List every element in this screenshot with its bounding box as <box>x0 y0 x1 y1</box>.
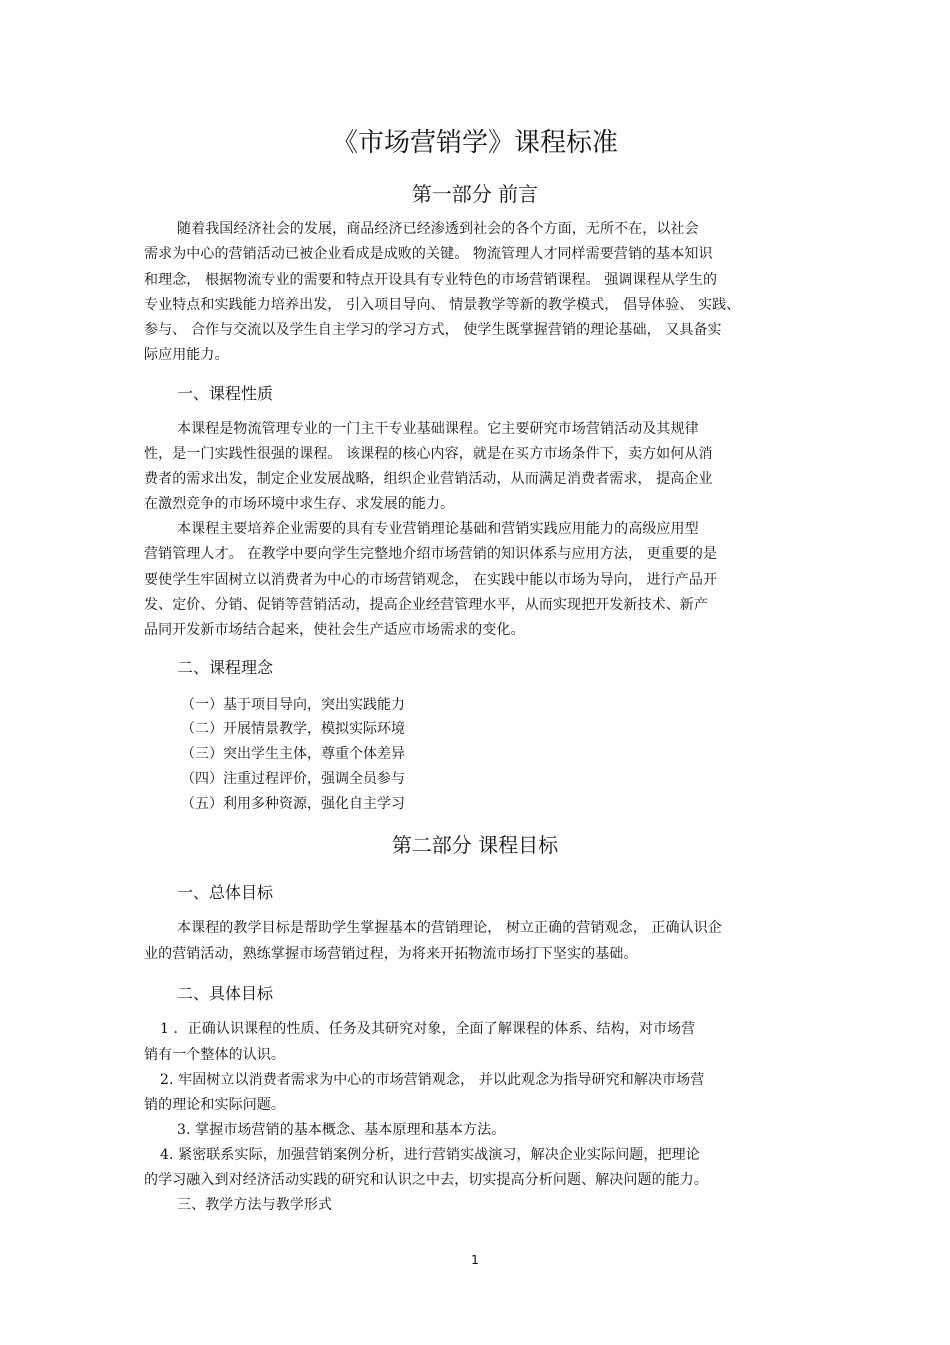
specific-line: 1 ．正确认识课程的性质、任务及其研究对象，全面了解课程的体系、结构，对市场营 <box>160 1021 696 1037</box>
concept-item: （一）基于项目导向，突出实践能力 <box>181 697 405 713</box>
page-number: 1 <box>471 1253 479 1267</box>
nature-line: 要使学生牢固树立以消费者为中心的市场营销观念， 在实践中能以市场为导向， 进行产品开 <box>144 572 718 588</box>
specific-line: 销的理论和实际问题。 <box>144 1097 285 1113</box>
nature-line: 发、定价、分销、促销等营销活动，提高企业经营管理水平，从而实现把开发新技术、新产 <box>144 597 708 613</box>
nature-line: 本课程是物流管理专业的一门主干专业基础课程。它主要研究市场营销活动及其规律 <box>177 421 699 437</box>
document-title: 《市场营销学》课程标准 <box>331 128 618 158</box>
part2-heading: 第二部分 课程目标 <box>391 833 559 857</box>
specific-line: 2. 牢固树立以消费者需求为中心的市场营销观念， 并以此观念为指导研究和解决市场营 <box>160 1072 705 1088</box>
preface-line: 和理念， 根据物流专业的需要和特点开设具有专业特色的市场营销课程。 强调课程从学生的 <box>144 272 718 288</box>
preface-line: 专业特点和实践能力培养出发， 引入项目导向、 情景教学等新的教学模式， 倡导体验、 实践、 <box>144 297 741 313</box>
section-heading-concept: 二、课程理念 <box>177 658 274 677</box>
preface-line: 随着我国经济社会的发展，商品经济已经渗透到社会的各个方面，无所不在，以社会 <box>177 221 699 237</box>
preface-line: 际应用能力。 <box>144 347 229 363</box>
overall-line: 本课程的教学目标是帮助学生掌握基本的营销理论， 树立正确的营销观念， 正确认识企 <box>177 920 722 936</box>
nature-line: 在激烈竞争的市场环境中求生存、求发展的能力。 <box>144 496 455 512</box>
concept-item: （二）开展情景教学，模拟实际环境 <box>181 721 405 737</box>
preface-line: 参与、 合作与交流以及学生自主学习的学习方式， 使学生既掌握营销的理论基础， 又具备实 <box>144 322 722 338</box>
nature-line: 本课程主要培养企业需要的具有专业营销理论基础和营销实践应用能力的高级应用型 <box>177 521 699 537</box>
specific-line: 的学习融入到对经济活动实践的研究和认识之中去，切实提高分析问题、解决问题的能力。 <box>144 1172 708 1188</box>
section-heading-method: 三、教学方法与教学形式 <box>177 1197 333 1213</box>
specific-line: 销有一个整体的认识。 <box>144 1047 285 1063</box>
section-heading-nature: 一、课程性质 <box>177 384 274 403</box>
section-heading-specific: 二、具体目标 <box>177 984 274 1003</box>
section-heading-overall: 一、总体目标 <box>177 883 274 902</box>
overall-line: 业的营销活动，熟练掌握市场营销过程，为将来开拓物流市场打下坚实的基础。 <box>144 946 638 962</box>
nature-line: 品同开发新市场结合起来，使社会生产适应市场需求的变化。 <box>144 622 525 638</box>
nature-line: 营销管理人才。 在教学中要向学生完整地介绍市场营销的知识体系与应用方法， 更重要的是 <box>144 546 718 562</box>
specific-line: 3. 掌握市场营销的基本概念、基本原理和基本方法。 <box>177 1122 506 1138</box>
preface-line: 需求为中心的营销活动已被企业看成是成败的关键。 物流管理人才同样需要营销的基本知识 <box>144 246 713 262</box>
nature-line: 费者的需求出发，制定企业发展战略，组织企业营销活动，从而满足消费者需求， 提高企业 <box>144 471 713 487</box>
specific-line: 4. 紧密联系实际，加强营销案例分析，进行营销实战演习，解决企业实际问题，把理论 <box>160 1147 700 1163</box>
concept-item: （三）突出学生主体，尊重个体差异 <box>181 746 405 762</box>
concept-item: （四）注重过程评价，强调全员参与 <box>181 771 405 787</box>
part1-heading: 第一部分 前言 <box>411 182 539 206</box>
concept-item: （五）利用多种资源，强化自主学习 <box>181 796 405 812</box>
nature-line: 性，是一门实践性很强的课程。 该课程的核心内容，就是在买方市场条件下，卖方如何从消 <box>144 446 713 462</box>
